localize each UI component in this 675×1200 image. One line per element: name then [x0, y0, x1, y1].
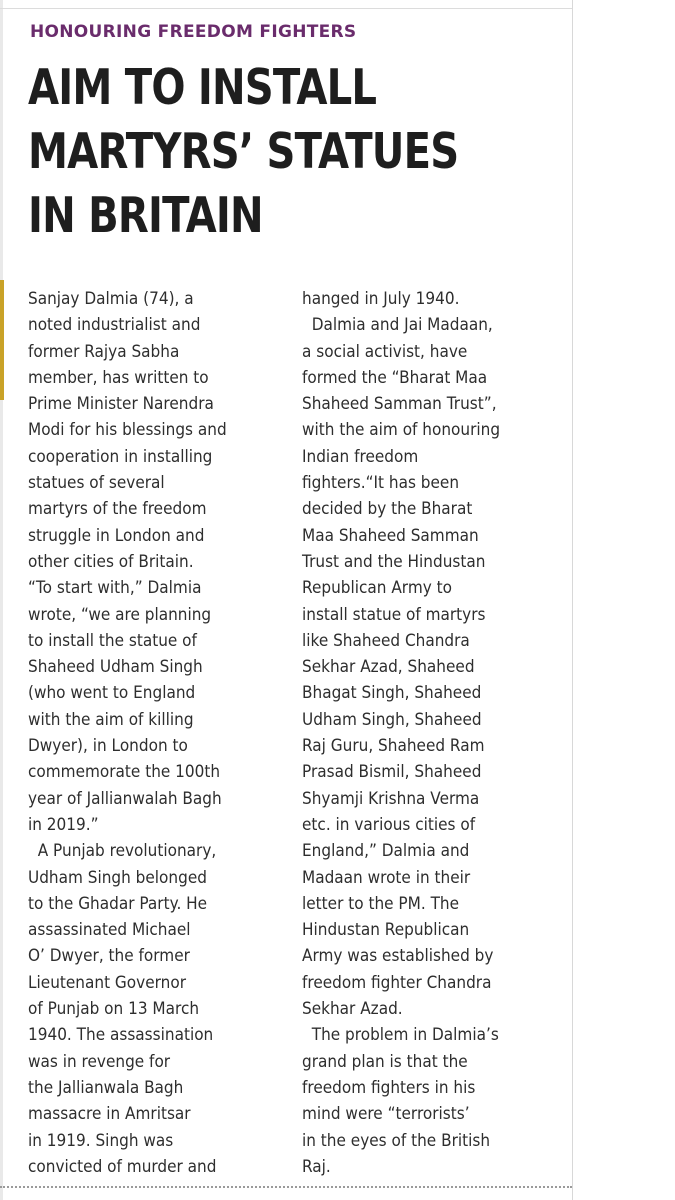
article-body-column-1: [28, 286, 290, 1180]
body-text-line: Sekhar Azad.: [302, 999, 403, 1020]
body-text-line: freedom fighters in his: [302, 1077, 476, 1098]
headline-line: MARTYRS’ STATUES: [28, 123, 459, 180]
body-text-line: in 2019.”: [28, 814, 99, 835]
body-text-line: freedom fighter Chandra: [302, 972, 492, 993]
body-text-line: Sekhar Azad, Shaheed: [302, 657, 475, 678]
body-text-line: massacre in Amritsar: [28, 1104, 191, 1125]
body-text-line: formed the “Bharat Maa: [302, 367, 488, 388]
body-text-line: “To start with,” Dalmia: [28, 578, 202, 599]
body-text-line: like Shaheed Chandra: [302, 630, 470, 651]
body-text-line: Army was established by: [302, 946, 494, 967]
body-text-line: England,” Dalmia and: [302, 841, 470, 862]
body-text-line: Raj.: [302, 1156, 331, 1177]
body-text-line: a social activist, have: [302, 341, 468, 362]
body-text-line: O’ Dwyer, the former: [28, 946, 190, 967]
body-text-line: Prasad Bismil, Shaheed: [302, 762, 482, 783]
body-text-line: Dalmia and Jai Madaan,: [302, 315, 493, 336]
bottom-dotted-rule: [0, 1186, 572, 1188]
body-text-line: Indian freedom: [302, 446, 419, 467]
body-text-line: (who went to England: [28, 683, 196, 704]
body-text-line: Maa Shaheed Samman: [302, 525, 479, 546]
article-kicker: HONOURING FREEDOM FIGHTERS: [30, 22, 357, 42]
body-text-line: member, has written to: [28, 367, 209, 388]
body-text-line: other cities of Britain.: [28, 551, 194, 572]
body-text-line: Udham Singh, Shaheed: [302, 709, 482, 730]
headline-line: AIM TO INSTALL: [28, 59, 377, 116]
body-text-line: was in revenge for: [28, 1051, 171, 1072]
body-text-line: letter to the PM. The: [302, 893, 460, 914]
body-text-line: cooperation in installing: [28, 446, 213, 467]
body-text-line: in 1919. Singh was: [28, 1130, 174, 1151]
body-text-line: Madaan wrote in their: [302, 867, 471, 888]
body-text-line: Bhagat Singh, Shaheed: [302, 683, 482, 704]
body-text-line: Udham Singh belonged: [28, 867, 207, 888]
body-text-line: former Rajya Sabha: [28, 341, 180, 362]
top-rule: [0, 8, 572, 9]
page-edge-accent: [0, 280, 4, 400]
body-text-line: martyrs of the freedom: [28, 499, 207, 520]
body-text-line: Dwyer), in London to: [28, 736, 188, 757]
column-divider-rule: [572, 0, 573, 1200]
body-text-line: Trust and the Hindustan: [302, 551, 486, 572]
body-text-line: statues of several: [28, 473, 165, 494]
article-body-column-2: [302, 286, 564, 1180]
body-text-line: Hindustan Republican: [302, 920, 470, 941]
body-text-line: install statue of martyrs: [302, 604, 486, 625]
body-text-line: in the eyes of the British: [302, 1130, 491, 1151]
body-text-line: year of Jallianwalah Bagh: [28, 788, 222, 809]
page-gutter-strip: [0, 0, 3, 1200]
body-text-line: wrote, “we are planning: [28, 604, 212, 625]
body-text-line: Modi for his blessings and: [28, 420, 227, 441]
body-text-line: commemorate the 100th: [28, 762, 221, 783]
article-headline: [28, 56, 471, 248]
body-text-line: mind were “terrorists’: [302, 1104, 470, 1125]
headline-line: IN BRITAIN: [28, 187, 263, 244]
body-text-line: 1940. The assassination: [28, 1025, 214, 1046]
body-text-line: Lieutenant Governor: [28, 972, 186, 993]
body-text-line: fighters.“It has been: [302, 473, 460, 494]
body-text-line: of Punjab on 13 March: [28, 999, 200, 1020]
body-text-line: etc. in various cities of: [302, 814, 476, 835]
body-text-line: Shaheed Udham Singh: [28, 657, 203, 678]
body-text-line: Prime Minister Narendra: [28, 394, 214, 415]
body-text-line: assassinated Michael: [28, 920, 191, 941]
body-text-line: convicted of murder and: [28, 1156, 217, 1177]
body-text-line: Raj Guru, Shaheed Ram: [302, 736, 485, 757]
body-text-line: the Jallianwala Bagh: [28, 1077, 184, 1098]
body-text-line: to the Ghadar Party. He: [28, 893, 208, 914]
body-text-line: The problem in Dalmia’s: [302, 1025, 499, 1046]
body-text-line: noted industrialist and: [28, 315, 201, 336]
body-text-line: with the aim of honouring: [302, 420, 501, 441]
body-text-line: decided by the Bharat: [302, 499, 473, 520]
body-text-line: with the aim of killing: [28, 709, 194, 730]
body-text-line: Shaheed Samman Trust”,: [302, 394, 497, 415]
body-text-line: to install the statue of: [28, 630, 197, 651]
body-text-line: Shyamji Krishna Verma: [302, 788, 480, 809]
body-text-line: Sanjay Dalmia (74), a: [28, 289, 194, 309]
body-text-line: hanged in July 1940.: [302, 289, 460, 309]
body-text-line: A Punjab revolutionary,: [28, 841, 217, 862]
body-text-line: struggle in London and: [28, 525, 205, 546]
body-text-line: Republican Army to: [302, 578, 453, 599]
body-text-line: grand plan is that the: [302, 1051, 468, 1072]
